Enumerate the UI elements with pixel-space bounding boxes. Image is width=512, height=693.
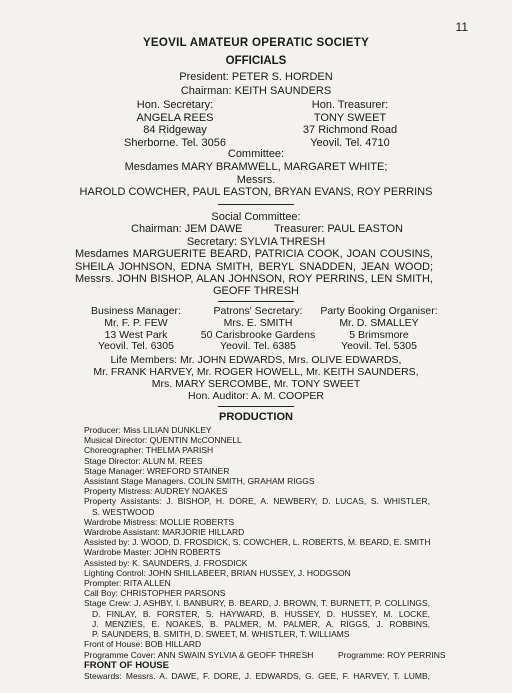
secretary-town: Sherborne. Tel. 3056 xyxy=(124,136,226,149)
president: President: PETER S. HORDEN xyxy=(179,71,333,83)
credit-line: J. MENZIES, E. NOAKES, B. PALMER, M. PALMER, A. RIGGS, J. ROBBINS, xyxy=(92,618,430,629)
divider xyxy=(218,301,294,302)
society-title: YEOVIL AMATEUR OPERATIC SOCIETY xyxy=(142,37,370,49)
credit-line: Choreographer: THELMA PARISH xyxy=(84,445,214,456)
programme-cover: Programme Cover: ANN SWAIN SYLVIA & GEOFF THRESH xyxy=(84,650,314,660)
credit-line: Assisted by: K. SAUNDERS, J. FROSDICK xyxy=(84,557,248,568)
credit-line: Musical Director: QUENTIN McCONNELL xyxy=(84,435,242,446)
credit-line: Stage Manager: WREFORD STAINER xyxy=(84,465,230,476)
credit-line: Front of House: BOB HILLARD xyxy=(84,639,202,650)
business-manager-name: Mr. F. P. FEW xyxy=(104,316,168,329)
social-members xyxy=(75,248,433,286)
treasurer-name: TONY SWEET xyxy=(313,111,387,124)
front-of-house-heading: FRONT OF HOUSE xyxy=(84,660,169,671)
social-line: Messrs. JOHN BISHOP, ALAN JOHNSON, ROY PERRINS, LEN SMITH, xyxy=(75,273,433,285)
business-manager-block xyxy=(75,306,197,353)
secretary-address: 84 Ridgeway xyxy=(143,124,207,136)
life-members xyxy=(0,354,512,390)
patrons-secretary-name: Mrs. E. SMITH xyxy=(223,316,293,329)
committee-messrs-label: Messrs. xyxy=(236,174,276,186)
credit-line: Wardrobe Mistress: MOLLIE ROBERTS xyxy=(84,516,235,527)
patrons-secretary-block xyxy=(192,306,324,353)
credit-line: Stage Director: ALUN M. REES xyxy=(84,455,203,466)
patrons-secretary-address: 50 Carisbrooke Gardens xyxy=(200,328,316,341)
credit-line: D. FINLAY, B. FORSTER, S. HAYWARD, B. HUSSEY, D. HUSSEY, M. LOCKE, xyxy=(92,608,430,619)
life-members-line: Mrs. MARY SERCOMBE, Mr. TONY SWEET xyxy=(151,378,361,390)
treasurer-address: 37 Richmond Road xyxy=(302,124,398,136)
credit-line: Producer: Miss LILIAN DUNKLEY xyxy=(84,425,212,435)
credit-line: S. WESTWOOD xyxy=(92,506,155,517)
party-booking-town: Yeovil. Tel. 5305 xyxy=(341,340,417,353)
chairman: Chairman: KEITH SAUNDERS xyxy=(180,85,332,97)
social-line: SHEILA JOHNSON, EDNA SMITH, BERYL SNADDEN, JEAN WOOD; xyxy=(75,260,433,273)
credit-line: Wardrobe Assistant: MARJORIE HILLARD xyxy=(84,527,245,538)
production-heading: PRODUCTION xyxy=(219,411,293,423)
party-booking-address: 5 Brimsmore xyxy=(349,328,409,341)
committee-mesdames: Mesdames MARY BRAMWELL, MARGARET WHITE; xyxy=(124,161,388,173)
business-manager-town: Yeovil. Tel. 6305 xyxy=(98,340,174,353)
social-chairman: Chairman: JEM DAWE xyxy=(131,223,243,235)
credit-line: Property Assistants: J. BISHOP, H. DORE, A. NEWBERY, D. LUCAS, S. WHISTLER, xyxy=(84,496,430,507)
auditor: Hon. Auditor: A. M. COOPER xyxy=(188,390,324,402)
life-members-line: Life Members: Mr. JOHN EDWARDS, Mrs. OLIVE EDWARDS, xyxy=(110,354,402,366)
credit-line: P. SAUNDERS, B. SMITH, D. SWEET, M. WHISTLER, T. WILLIAMS xyxy=(92,629,350,640)
credit-line: Call Boy: CHRISTOPHER PARSONS xyxy=(84,588,226,599)
credit-line: Assisted by: J. WOOD, D. FROSDICK, S. COWCHER, L. ROBERTS, M. BEARD, E. SMITH xyxy=(84,537,431,548)
social-line: Mesdames MARGUERITE BEARD, PATRICIA COOK, JOAN COUSINS, xyxy=(75,248,433,260)
secretary-name: ANGELA REES xyxy=(136,111,214,124)
patrons-secretary-title: Patrons' Secretary: xyxy=(213,305,303,317)
credit-line: Assistant Stage Managers. COLIN SMITH, GRAHAM RIGGS xyxy=(84,476,315,487)
treasurer-title: Hon. Treasurer: xyxy=(311,99,389,111)
secretary-title: Hon. Secretary: xyxy=(136,99,214,111)
front-of-house-body xyxy=(84,671,430,681)
social-secretary: Secretary: SYLVIA THRESH xyxy=(186,236,326,248)
life-members-line: Mr. FRANK HARVEY, Mr. ROGER HOWELL, Mr. KEITH SAUNDERS, xyxy=(93,366,419,378)
credit-line: Property Mistress: AUDREY NOAKES xyxy=(84,486,228,497)
patrons-secretary-town: Yeovil. Tel. 6385 xyxy=(220,340,296,353)
production-credits xyxy=(84,425,430,649)
officials-heading: OFFICIALS xyxy=(225,55,287,67)
committee-messrs: HAROLD COWCHER, PAUL EASTON, BRYAN EVANS, ROY PERRINS xyxy=(79,186,433,198)
treasurer-block xyxy=(290,99,410,149)
credit-line: Stage Crew: J. ASHBY, I. BANBURY, B. BEARD, J. BROWN, T. BURNETT, P. COLLINGS, xyxy=(84,598,430,609)
social-committee-label: Social Committee: xyxy=(211,211,301,223)
stewards-line: Stewards: Messrs. A. DAWE, F. DORE, J. EDWARDS, G. GEE, F. HARVEY, T. LUMB, xyxy=(84,671,430,681)
business-manager-title: Business Manager: xyxy=(91,305,181,317)
credit-line: Prompter: RITA ALLEN xyxy=(84,578,171,589)
secretary-block xyxy=(115,99,235,149)
divider xyxy=(218,406,294,407)
social-last: GEOFF THRESH xyxy=(213,285,299,297)
social-treasurer: Treasurer: PAUL EASTON xyxy=(274,223,403,235)
party-booking-name: Mr. D. SMALLEY xyxy=(339,316,419,329)
credit-line: Wardrobe Master: JOHN ROBERTS xyxy=(84,547,221,558)
treasurer-town: Yeovil. Tel. 4710 xyxy=(310,136,390,149)
business-manager-address: 13 West Park xyxy=(104,328,168,341)
party-booking-title: Party Booking Organiser: xyxy=(320,305,438,317)
page-number: 11 xyxy=(455,20,468,34)
divider xyxy=(218,204,294,205)
credit-line: Lighting Control: JOHN SHILLABEER, BRIAN HUSSEY, J. HODGSON xyxy=(84,567,351,578)
committee-label: Committee: xyxy=(227,148,285,160)
programme-credit: Programme: ROY PERRINS xyxy=(338,650,446,660)
party-booking-block xyxy=(308,306,450,353)
